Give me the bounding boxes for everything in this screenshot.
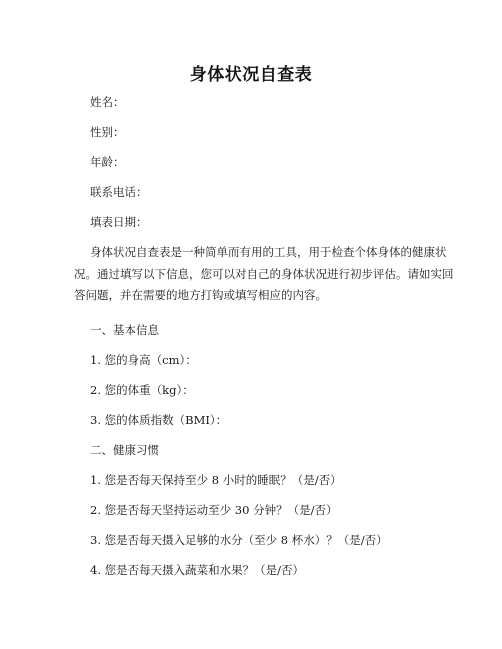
document-title: 身体状况自查表 — [189, 65, 313, 85]
field-name: 姓名： — [90, 95, 125, 109]
list-item: 1. 您的身高（cm）： — [90, 353, 197, 367]
list-item: 3. 您的体质指数（BMI）： — [90, 413, 228, 427]
intro-paragraph: 身体状况自查表是一种简单而有用的工具，用于检查个体身体的健康状况。通过填写以下信息，您可以对自己的身体状况进行初步评估。请如实回答问题，并在需要的地方打钩或填写相应的内容。 — [74, 245, 454, 302]
list-item: 1. 您是否每天保持至少 8 小时的睡眠？（是/否） — [90, 473, 342, 487]
field-date: 填表日期： — [90, 215, 148, 229]
section-heading-health-habits: 二、健康习惯 — [90, 443, 159, 457]
field-phone: 联系电话： — [90, 185, 148, 199]
field-gender: 性别： — [90, 125, 125, 139]
list-item: 4. 您是否每天摄入蔬菜和水果？（是/否） — [90, 563, 305, 577]
list-item: 3. 您是否每天摄入足够的水分（至少 8 杯水）？（是/否） — [90, 533, 388, 547]
list-item: 2. 您的体重（kg）： — [90, 383, 194, 397]
section-heading-basic-info: 一、基本信息 — [90, 323, 159, 337]
field-age: 年龄： — [90, 155, 125, 169]
list-item: 2. 您是否每天坚持运动至少 30 分钟？（是/否） — [90, 503, 338, 517]
